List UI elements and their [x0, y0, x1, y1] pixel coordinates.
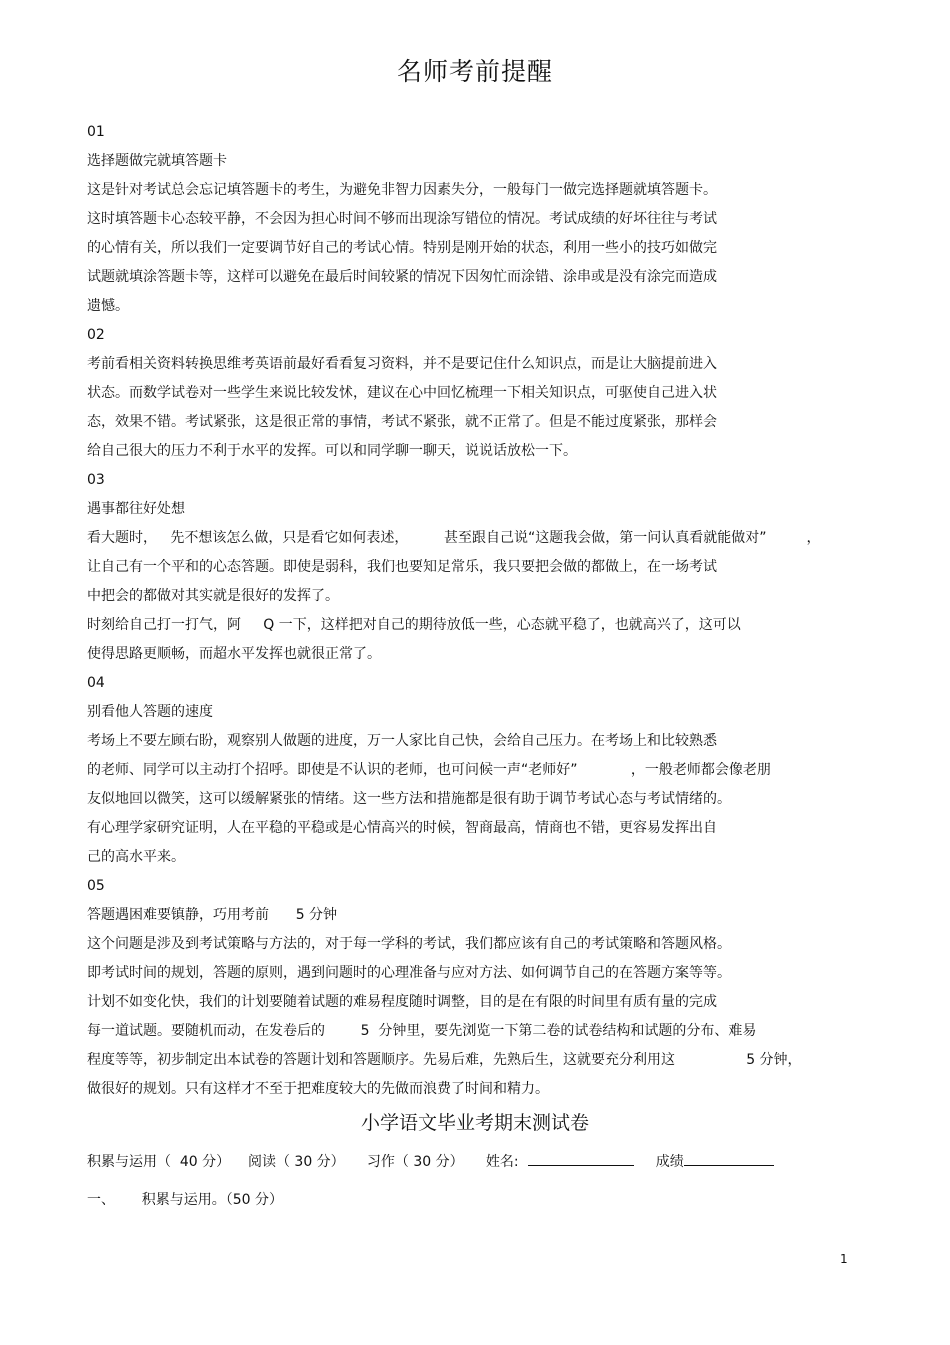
score-blank[interactable]	[684, 1151, 774, 1166]
section-number-05: 05	[87, 878, 105, 894]
paragraph-line: 这个问题是涉及到考试策略与方法的，对于每一学科的考试，我们都应该有自己的考试策略和答题风格。	[87, 936, 731, 952]
paragraph-line: 给自己很大的压力不利于水平的发挥。可以和同学聊一聊天，说说话放松一下。	[87, 443, 577, 459]
paragraph-line: 遗憾。	[87, 298, 129, 314]
paragraph-line: 程度等等，初步制定出本试卷的答题计划和答题顺序。先易后难，先熟后生，这就要充分利用这 5 分钟，	[87, 1052, 802, 1068]
score-label: 成绩	[633, 1154, 684, 1170]
paragraph-line: 试题就填涂答题卡等，这样可以避免在最后时间较紧的情况下因匆忙而涂错、涂串或是没有涂完而造成	[87, 269, 717, 285]
paragraph-line: 看大题时， 先不想该怎么做，只是看它如何表述， 甚至跟自己说“这题我会做，第一问认真看就能做对” ，	[87, 530, 821, 546]
paragraph-line: 中把会的都做对其实就是很好的发挥了。	[87, 588, 339, 604]
paragraph-line: 每一道试题。要随机而动，在发卷后的 5 分钟里，要先浏览一下第二卷的试卷结构和试题的分布、难易	[87, 1023, 757, 1039]
paragraph-line: 做很好的规划。只有这样才不至于把难度较大的先做而浪费了时间和精力。	[87, 1081, 549, 1097]
name-blank[interactable]	[528, 1151, 634, 1166]
paragraph-line: 计划不如变化快，我们的计划要随着试题的难易程度随时调整，目的是在有限的时间里有质有量的完成	[87, 994, 717, 1010]
paragraph-line: 即考试时间的规划，答题的原则，遇到问题时的心理准备与应对方法、如何调节自己的在答题方案等等。	[87, 965, 731, 981]
paragraph-line: 状态。而数学试卷对一些学生来说比较发怵，建议在心中回忆梳理一下相关知识点，可驱使自己进入状	[87, 385, 717, 401]
section-number-01: 01	[87, 124, 105, 140]
paragraph-line: 的心情有关，所以我们一定要调节好自己的考试心情。特别是刚开始的状态，利用一些小的技巧如做完	[87, 240, 717, 256]
paragraph-line: 有心理学家研究证明，人在平稳的平稳或是心情高兴的时候，智商最高，情商也不错，更容易发挥出自	[87, 820, 717, 836]
section-heading-01: 选择题做完就填答题卡	[87, 153, 227, 169]
paragraph-line: 态，效果不错。考试紧张，这是很正常的事情，考试不紧张，就不正常了。但是不能过度紧张，那样会	[87, 414, 717, 430]
paragraph-line: 考场上不要左顾右盼，观察别人做题的进度，万一人家比自己快，会给自己压力。在考场上和比较熟悉	[87, 733, 717, 749]
article-body	[87, 118, 867, 1104]
page-title: 名师考前提醒	[396, 57, 553, 86]
paragraph-line: 这是针对考试总会忘记填答题卡的考生，为避免非智力因素失分，一般每门一做完选择题就填答题卡。	[87, 182, 717, 198]
section-number-04: 04	[87, 675, 105, 691]
paragraph-line: 时刻给自己打一打气，阿 Q 一下，这样把对自己的期待放低一些，心态就平稳了，也就高兴了，这可以	[87, 617, 741, 633]
paragraph-line: 考前看相关资料转换思维考英语前最好看看复习资料，并不是要记住什么知识点，而是让大脑提前进入	[87, 356, 717, 372]
section-number-02: 02	[87, 327, 105, 343]
paragraph-line: 使得思路更顺畅，而超水平发挥也就很正常了。	[87, 646, 381, 662]
section-heading-03: 遇事都往好处想	[87, 501, 185, 517]
paragraph-line: 己的高水平来。	[87, 849, 185, 865]
exam-title: 小学语文毕业考期末测试卷	[360, 1112, 589, 1134]
paragraph-line: 友似地回以微笑，这可以缓解紧张的情绪。这一些方法和措施都是很有助于调节考试心态与考试情绪的。	[87, 791, 731, 807]
section-heading-04: 别看他人答题的速度	[87, 704, 213, 720]
score-breakdown: 积累与运用（ 40 分） 阅读（ 30 分） 习作（ 30 分） 姓名:	[87, 1154, 528, 1170]
paragraph-line: 让自己有一个平和的心态答题。即使是弱科，我们也要知足常乐，我只要把会做的都做上，在一场考试	[87, 559, 717, 575]
section-number-03: 03	[87, 472, 105, 488]
score-row	[87, 1148, 774, 1177]
section-heading-05: 答题遇困难要镇静，巧用考前 5 分钟	[87, 907, 338, 923]
section-one-heading: 一、 积累与运用。（50 分）	[87, 1192, 283, 1208]
page-number: 1	[840, 1252, 848, 1266]
paragraph-line: 这时填答题卡心态较平静，不会因为担心时间不够而出现涂写错位的情况。考试成绩的好坏往往与考试	[87, 211, 717, 227]
paragraph-line: 的老师、同学可以主动打个招呼。即使是不认识的老师，也可问候一声“老师好” ，一般老师都会像老朋	[87, 762, 771, 778]
